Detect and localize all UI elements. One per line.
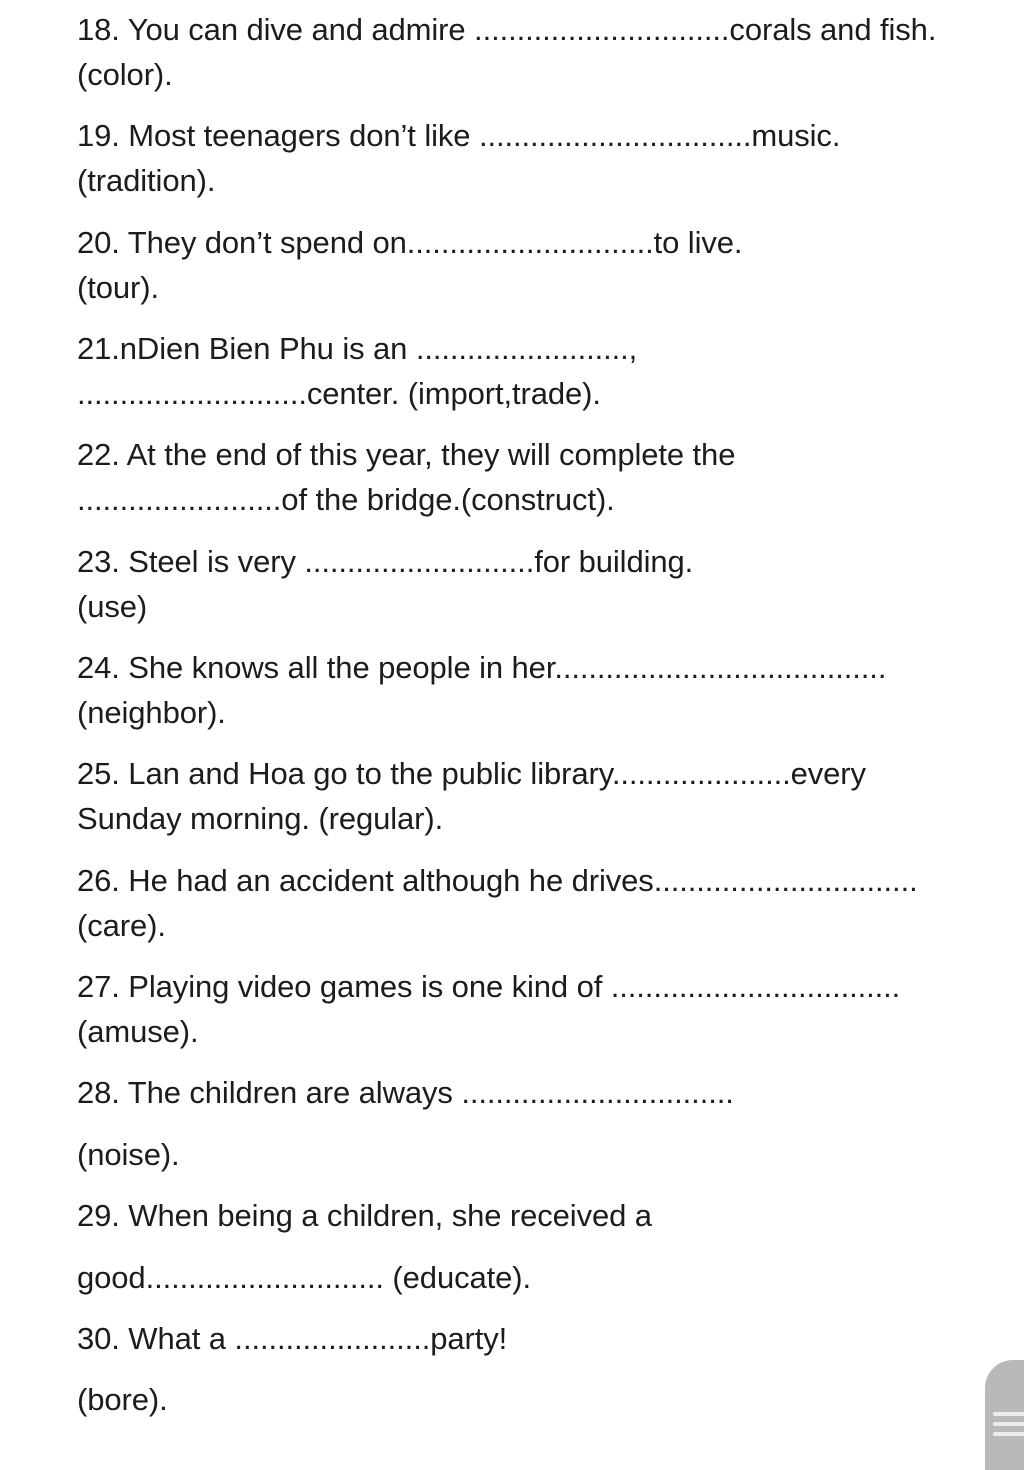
exercise-20-line-2: (tour). (77, 270, 159, 305)
exercise-21-line-2: ...........................center. (import,trade). (77, 376, 601, 411)
exercise-29-line-2: good............................ (educate). (77, 1260, 532, 1295)
exercise-18-line-1: 18. You can dive and admire ..............................corals and fish. (77, 12, 937, 47)
exercise-19-line-1: 19. Most teenagers don’t like ................................music. (77, 118, 841, 153)
exercise-25-line-1: 25. Lan and Hoa go to the public library.....................every (77, 756, 866, 791)
exercise-21-line-1: 21.nDien Bien Phu is an ........................., (77, 331, 638, 366)
exercise-23-line-1: 23. Steel is very ...........................for building. (77, 544, 694, 579)
exercise-30-line-2: (bore). (77, 1382, 168, 1417)
scroll-handle-grip-icon (993, 1412, 1024, 1416)
exercise-29-line-1: 29. When being a children, she received a (77, 1198, 652, 1233)
exercise-23-line-2: (use) (77, 589, 148, 624)
exercise-24-line-1: 24. She knows all the people in her....................................... (77, 650, 887, 685)
exercise-30-line-1: 30. What a .......................party! (77, 1321, 508, 1356)
scroll-handle-grip-icon (993, 1432, 1024, 1436)
exercise-28-line-2: (noise). (77, 1137, 180, 1172)
exercise-26-line-1: 26. He had an accident although he drives............................... (77, 863, 918, 898)
exercise-22-line-1: 22. At the end of this year, they will complete the (77, 437, 736, 472)
scroll-handle-grip-icon (993, 1422, 1024, 1426)
exercise-24-line-2: (neighbor). (77, 695, 226, 730)
exercise-27-line-1: 27. Playing video games is one kind of .................................. (77, 969, 901, 1004)
exercise-25-line-2: Sunday morning. (regular). (77, 801, 444, 836)
scroll-handle[interactable] (985, 1360, 1024, 1470)
exercise-27-line-2: (amuse). (77, 1014, 199, 1049)
exercise-19-line-2: (tradition). (77, 163, 216, 198)
exercise-20-line-1: 20. They don’t spend on.............................to live. (77, 225, 743, 260)
exercise-22-line-2: ........................of the bridge.(construct). (77, 482, 615, 517)
exercise-18-line-2: (color). (77, 57, 173, 92)
exercise-28-line-1: 28. The children are always ................................ (77, 1075, 734, 1110)
exercise-26-line-2: (care). (77, 908, 166, 943)
